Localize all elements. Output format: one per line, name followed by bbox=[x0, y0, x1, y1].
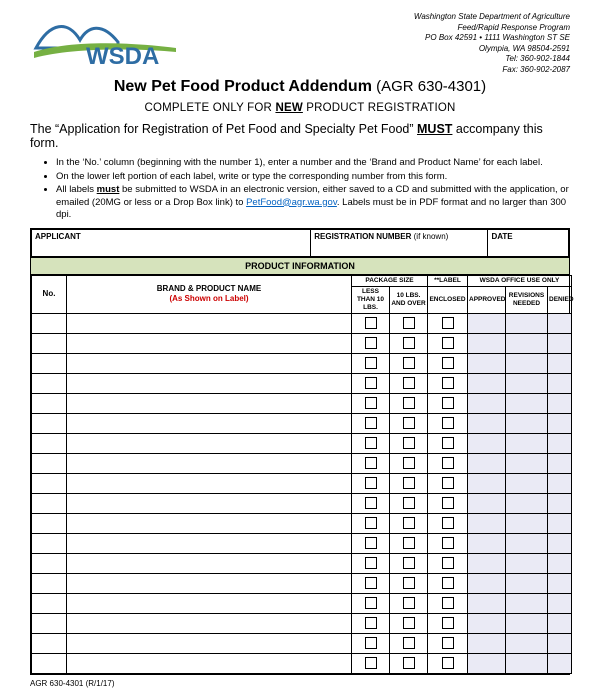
denied-cell bbox=[548, 654, 572, 674]
less-than-10-cell bbox=[352, 514, 390, 534]
brand-product-name-cell[interactable] bbox=[67, 614, 352, 634]
label-enclosed-cell bbox=[428, 574, 468, 594]
less-than-10-cell bbox=[352, 394, 390, 414]
10-and-over-cell bbox=[390, 474, 428, 494]
label-enclosed-checkbox[interactable] bbox=[442, 457, 454, 469]
address-line: Feed/Rapid Response Program bbox=[457, 22, 570, 32]
col-header-less-than-10: LESS THAN 10 LBS. bbox=[352, 286, 390, 313]
form-code: AGR 630-4301 (R/1/17) bbox=[30, 679, 115, 689]
approved-cell bbox=[468, 434, 506, 454]
10-and-over-cell bbox=[390, 414, 428, 434]
brand-product-name-cell[interactable] bbox=[67, 554, 352, 574]
10-and-over-checkbox[interactable] bbox=[403, 497, 415, 509]
10-and-over-cell bbox=[390, 314, 428, 334]
label-enclosed-checkbox[interactable] bbox=[442, 637, 454, 649]
revisions-needed-cell bbox=[506, 354, 548, 374]
product-information-band: PRODUCT INFORMATION bbox=[31, 257, 569, 275]
revisions-needed-cell bbox=[506, 514, 548, 534]
petfood-email-link[interactable]: PetFood@agr.wa.gov bbox=[246, 196, 337, 208]
form-table-outline bbox=[30, 228, 574, 676]
10-and-over-cell bbox=[390, 654, 428, 674]
label-enclosed-cell bbox=[428, 394, 468, 414]
table-row bbox=[32, 514, 572, 534]
col-header-label: **LABEL bbox=[428, 275, 468, 286]
revisions-needed-cell bbox=[506, 454, 548, 474]
b3-post: . Labels must be in PDF format and no larger than 300 dpi. bbox=[56, 196, 567, 221]
denied-cell bbox=[548, 574, 572, 594]
brand-product-name-cell[interactable] bbox=[67, 594, 352, 614]
less-than-10-checkbox[interactable] bbox=[365, 477, 377, 489]
address-line: PO Box 42591 • 1111 Washington ST SE bbox=[425, 33, 570, 43]
subtitle-pre: COMPLETE ONLY FOR bbox=[144, 102, 276, 114]
less-than-10-checkbox[interactable] bbox=[365, 557, 377, 569]
approved-cell bbox=[468, 374, 506, 394]
approved-cell bbox=[468, 554, 506, 574]
table-row bbox=[32, 594, 572, 614]
10-and-over-checkbox[interactable] bbox=[403, 417, 415, 429]
revisions-needed-cell bbox=[506, 594, 548, 614]
instruction-item bbox=[56, 184, 570, 222]
denied-cell bbox=[548, 634, 572, 654]
no-cell[interactable] bbox=[32, 354, 67, 374]
10-and-over-cell bbox=[390, 534, 428, 554]
10-and-over-cell bbox=[390, 354, 428, 374]
10-and-over-checkbox[interactable] bbox=[403, 637, 415, 649]
no-cell[interactable] bbox=[32, 394, 67, 414]
label-enclosed-checkbox[interactable] bbox=[442, 657, 454, 669]
intro-emph: MUST bbox=[417, 122, 453, 136]
registration-number-label: REGISTRATION NUMBER bbox=[314, 231, 412, 241]
revisions-needed-cell bbox=[506, 634, 548, 654]
denied-cell bbox=[548, 314, 572, 334]
no-cell[interactable] bbox=[32, 374, 67, 394]
brand-product-name-cell[interactable] bbox=[67, 474, 352, 494]
label-enclosed-cell bbox=[428, 334, 468, 354]
instruction-item: • In the ‘No.’ column (beginning with the number 1), enter a number and the ‘Brand and Product Name’ for each label. bbox=[56, 157, 570, 170]
less-than-10-cell bbox=[352, 414, 390, 434]
agency-address-block bbox=[414, 10, 570, 75]
less-than-10-cell bbox=[352, 534, 390, 554]
label-enclosed-cell bbox=[428, 634, 468, 654]
table-row bbox=[32, 634, 572, 654]
less-than-10-checkbox[interactable] bbox=[365, 437, 377, 449]
approved-cell bbox=[468, 394, 506, 414]
col-header-approved: APPROVED bbox=[468, 286, 506, 313]
revisions-needed-cell bbox=[506, 334, 548, 354]
10-and-over-cell bbox=[390, 494, 428, 514]
approved-cell bbox=[468, 414, 506, 434]
10-and-over-cell bbox=[390, 374, 428, 394]
denied-cell bbox=[548, 534, 572, 554]
10-and-over-cell bbox=[390, 634, 428, 654]
denied-cell bbox=[548, 614, 572, 634]
wsda-logo-text: WSDA bbox=[86, 43, 160, 70]
label-enclosed-cell bbox=[428, 374, 468, 394]
no-cell[interactable] bbox=[32, 434, 67, 454]
subtitle bbox=[30, 102, 570, 114]
col-header-10-and-over: 10 LBS. AND OVER bbox=[390, 286, 428, 313]
label-enclosed-checkbox[interactable] bbox=[442, 417, 454, 429]
less-than-10-cell bbox=[352, 614, 390, 634]
no-cell[interactable] bbox=[32, 634, 67, 654]
label-enclosed-cell bbox=[428, 654, 468, 674]
brand-product-name-cell[interactable] bbox=[67, 574, 352, 594]
approved-cell bbox=[468, 314, 506, 334]
10-and-over-cell bbox=[390, 514, 428, 534]
less-than-10-cell bbox=[352, 634, 390, 654]
brand-header-note: (As Shown on Label) bbox=[169, 294, 249, 304]
less-than-10-checkbox[interactable] bbox=[365, 357, 377, 369]
10-and-over-checkbox[interactable] bbox=[403, 617, 415, 629]
applicant-field[interactable] bbox=[32, 229, 311, 256]
table-row bbox=[32, 534, 572, 554]
label-enclosed-cell bbox=[428, 514, 468, 534]
10-and-over-checkbox[interactable] bbox=[403, 337, 415, 349]
brand-product-name-cell[interactable] bbox=[67, 374, 352, 394]
no-cell[interactable] bbox=[32, 554, 67, 574]
less-than-10-cell bbox=[352, 374, 390, 394]
10-and-over-checkbox[interactable] bbox=[403, 457, 415, 469]
less-than-10-checkbox[interactable] bbox=[365, 377, 377, 389]
brand-header-text: BRAND & PRODUCT NAME bbox=[156, 284, 262, 294]
title-main: New Pet Food Product Addendum bbox=[113, 78, 372, 95]
brand-product-name-cell[interactable] bbox=[67, 654, 352, 674]
brand-product-name-cell[interactable] bbox=[67, 634, 352, 654]
10-and-over-cell bbox=[390, 434, 428, 454]
no-cell[interactable] bbox=[32, 514, 67, 534]
product-table bbox=[31, 275, 572, 675]
less-than-10-checkbox[interactable] bbox=[365, 617, 377, 629]
label-enclosed-cell bbox=[428, 434, 468, 454]
less-than-10-cell bbox=[352, 554, 390, 574]
address-line: Washington State Department of Agriculture bbox=[413, 12, 570, 21]
label-enclosed-checkbox[interactable] bbox=[442, 337, 454, 349]
revisions-needed-cell bbox=[506, 574, 548, 594]
10-and-over-cell bbox=[390, 554, 428, 574]
instruction-item: • On the lower left portion of each label, write or type the corresponding number from this form. bbox=[56, 171, 570, 184]
brand-product-name-cell[interactable] bbox=[67, 334, 352, 354]
less-than-10-checkbox[interactable] bbox=[365, 577, 377, 589]
approved-cell bbox=[468, 514, 506, 534]
label-enclosed-cell bbox=[428, 554, 468, 574]
applicant-label: APPLICANT bbox=[35, 231, 81, 241]
less-than-10-cell bbox=[352, 494, 390, 514]
label-enclosed-checkbox[interactable] bbox=[442, 577, 454, 589]
less-than-10-checkbox[interactable] bbox=[365, 317, 377, 329]
wsda-logo bbox=[30, 10, 200, 77]
label-enclosed-checkbox[interactable] bbox=[442, 317, 454, 329]
less-than-10-cell bbox=[352, 314, 390, 334]
less-than-10-checkbox[interactable] bbox=[365, 657, 377, 669]
less-than-10-cell bbox=[352, 434, 390, 454]
approved-cell bbox=[468, 354, 506, 374]
revisions-needed-cell bbox=[506, 474, 548, 494]
registration-number-field[interactable] bbox=[311, 229, 488, 256]
revisions-needed-cell bbox=[506, 614, 548, 634]
subtitle-emph: NEW bbox=[275, 102, 303, 114]
less-than-10-cell bbox=[352, 574, 390, 594]
less-than-10-checkbox[interactable] bbox=[365, 457, 377, 469]
label-enclosed-checkbox[interactable] bbox=[442, 357, 454, 369]
b3-pre: All labels bbox=[56, 184, 97, 196]
intro-pre: The “Application for Registration of Pet Food and Specialty Pet Food” bbox=[30, 122, 418, 136]
table-row bbox=[32, 454, 572, 474]
address-line: Olympia, WA 98504-2591 bbox=[478, 43, 570, 53]
label-enclosed-cell bbox=[428, 494, 468, 514]
b3-emph: must bbox=[96, 184, 120, 196]
10-and-over-cell bbox=[390, 454, 428, 474]
denied-cell bbox=[548, 334, 572, 354]
date-field[interactable] bbox=[488, 229, 569, 256]
table-row bbox=[32, 314, 572, 334]
applicant-info-row bbox=[32, 229, 569, 256]
label-enclosed-cell bbox=[428, 534, 468, 554]
brand-product-name-cell[interactable] bbox=[67, 454, 352, 474]
revisions-needed-cell bbox=[506, 554, 548, 574]
brand-product-name-cell[interactable] bbox=[67, 494, 352, 514]
revisions-needed-cell bbox=[506, 534, 548, 554]
label-enclosed-checkbox[interactable] bbox=[442, 617, 454, 629]
address-line: Fax: 360-902-2087 bbox=[502, 64, 570, 74]
brand-product-name-cell[interactable] bbox=[67, 414, 352, 434]
denied-cell bbox=[548, 354, 572, 374]
table-row bbox=[32, 394, 572, 414]
no-cell[interactable] bbox=[32, 614, 67, 634]
brand-product-name-cell[interactable] bbox=[67, 354, 352, 374]
label-enclosed-cell bbox=[428, 594, 468, 614]
10-and-over-checkbox[interactable] bbox=[403, 657, 415, 669]
denied-cell bbox=[548, 374, 572, 394]
label-enclosed-cell bbox=[428, 354, 468, 374]
10-and-over-cell bbox=[390, 394, 428, 414]
10-and-over-checkbox[interactable] bbox=[403, 397, 415, 409]
10-and-over-cell bbox=[390, 574, 428, 594]
approved-cell bbox=[468, 574, 506, 594]
label-enclosed-checkbox[interactable] bbox=[442, 557, 454, 569]
table-row bbox=[32, 474, 572, 494]
less-than-10-checkbox[interactable] bbox=[365, 337, 377, 349]
table-row bbox=[32, 574, 572, 594]
10-and-over-checkbox[interactable] bbox=[403, 477, 415, 489]
approved-cell bbox=[468, 634, 506, 654]
denied-cell bbox=[548, 494, 572, 514]
approved-cell bbox=[468, 454, 506, 474]
less-than-10-cell bbox=[352, 594, 390, 614]
denied-cell bbox=[548, 434, 572, 454]
less-than-10-checkbox[interactable] bbox=[365, 517, 377, 529]
col-header-no: No. bbox=[32, 275, 67, 314]
table-row bbox=[32, 654, 572, 674]
col-header-brand bbox=[67, 275, 352, 314]
denied-cell bbox=[548, 594, 572, 614]
less-than-10-cell bbox=[352, 654, 390, 674]
col-header-denied: DENIED bbox=[548, 286, 572, 313]
label-enclosed-checkbox[interactable] bbox=[442, 437, 454, 449]
less-than-10-checkbox[interactable] bbox=[365, 497, 377, 509]
table-row bbox=[32, 334, 572, 354]
revisions-needed-cell bbox=[506, 654, 548, 674]
denied-cell bbox=[548, 414, 572, 434]
label-enclosed-checkbox[interactable] bbox=[442, 537, 454, 549]
approved-cell bbox=[468, 494, 506, 514]
label-enclosed-checkbox[interactable] bbox=[442, 597, 454, 609]
denied-cell bbox=[548, 554, 572, 574]
revisions-needed-cell bbox=[506, 394, 548, 414]
no-cell[interactable] bbox=[32, 334, 67, 354]
date-label: DATE bbox=[491, 231, 513, 241]
label-enclosed-cell bbox=[428, 454, 468, 474]
approved-cell bbox=[468, 594, 506, 614]
denied-cell bbox=[548, 454, 572, 474]
10-and-over-cell bbox=[390, 334, 428, 354]
table-row bbox=[32, 354, 572, 374]
denied-cell bbox=[548, 474, 572, 494]
revisions-needed-cell bbox=[506, 414, 548, 434]
approved-cell bbox=[468, 334, 506, 354]
less-than-10-cell bbox=[352, 354, 390, 374]
no-cell[interactable] bbox=[32, 414, 67, 434]
10-and-over-checkbox[interactable] bbox=[403, 437, 415, 449]
col-header-package-size: PACKAGE SIZE bbox=[352, 275, 428, 286]
applicant-info-table bbox=[31, 229, 569, 257]
less-than-10-cell bbox=[352, 474, 390, 494]
label-enclosed-cell bbox=[428, 474, 468, 494]
col-header-office-use: WSDA OFFICE USE ONLY bbox=[468, 275, 572, 286]
brand-product-name-cell[interactable] bbox=[67, 434, 352, 454]
10-and-over-checkbox[interactable] bbox=[403, 357, 415, 369]
denied-cell bbox=[548, 514, 572, 534]
no-cell[interactable] bbox=[32, 314, 67, 334]
no-cell[interactable] bbox=[32, 594, 67, 614]
revisions-needed-cell bbox=[506, 434, 548, 454]
address-line: Tel: 360-902-1844 bbox=[505, 54, 570, 64]
less-than-10-cell bbox=[352, 454, 390, 474]
label-enclosed-checkbox[interactable] bbox=[442, 377, 454, 389]
brand-product-name-cell[interactable] bbox=[67, 534, 352, 554]
10-and-over-checkbox[interactable] bbox=[403, 597, 415, 609]
10-and-over-checkbox[interactable] bbox=[403, 517, 415, 529]
wsda-logo-graphic bbox=[30, 14, 180, 72]
less-than-10-checkbox[interactable] bbox=[365, 417, 377, 429]
label-enclosed-checkbox[interactable] bbox=[442, 517, 454, 529]
10-and-over-cell bbox=[390, 594, 428, 614]
label-enclosed-cell bbox=[428, 314, 468, 334]
page-title bbox=[30, 78, 570, 96]
table-row bbox=[32, 374, 572, 394]
10-and-over-checkbox[interactable] bbox=[403, 317, 415, 329]
product-rows bbox=[32, 314, 572, 674]
no-cell[interactable] bbox=[32, 574, 67, 594]
label-enclosed-checkbox[interactable] bbox=[442, 497, 454, 509]
10-and-over-checkbox[interactable] bbox=[403, 557, 415, 569]
table-row bbox=[32, 614, 572, 634]
instruction-list bbox=[56, 157, 570, 222]
revisions-needed-cell bbox=[506, 314, 548, 334]
revisions-needed-cell bbox=[506, 494, 548, 514]
10-and-over-checkbox[interactable] bbox=[403, 537, 415, 549]
less-than-10-checkbox[interactable] bbox=[365, 397, 377, 409]
title-code: (AGR 630-4301) bbox=[371, 78, 487, 95]
no-cell[interactable] bbox=[32, 654, 67, 674]
approved-cell bbox=[468, 474, 506, 494]
approved-cell bbox=[468, 534, 506, 554]
no-cell[interactable] bbox=[32, 474, 67, 494]
table-row bbox=[32, 434, 572, 454]
intro-line bbox=[30, 122, 570, 150]
table-row bbox=[32, 414, 572, 434]
label-enclosed-cell bbox=[428, 414, 468, 434]
registration-note: (if known) bbox=[411, 231, 449, 241]
approved-cell bbox=[468, 614, 506, 634]
denied-cell bbox=[548, 394, 572, 414]
less-than-10-checkbox[interactable] bbox=[365, 537, 377, 549]
col-header-revisions-needed: REVISIONS NEEDED bbox=[506, 286, 548, 313]
page-header bbox=[30, 10, 570, 74]
col-header-enclosed: ENCLOSED bbox=[428, 286, 468, 313]
revisions-needed-cell bbox=[506, 374, 548, 394]
label-enclosed-checkbox[interactable] bbox=[442, 397, 454, 409]
10-and-over-cell bbox=[390, 614, 428, 634]
product-table-header bbox=[32, 275, 572, 314]
no-cell[interactable] bbox=[32, 534, 67, 554]
b3-mid: be submitted to WSDA in an electronic version, either saved to a CD and submitted with the application, or emailed (20MG or less or a Drop Box link) to bbox=[56, 184, 569, 208]
subtitle-post: PRODUCT REGISTRATION bbox=[302, 102, 456, 114]
less-than-10-cell bbox=[352, 334, 390, 354]
less-than-10-checkbox[interactable] bbox=[365, 597, 377, 609]
approved-cell bbox=[468, 654, 506, 674]
label-enclosed-checkbox[interactable] bbox=[442, 477, 454, 489]
no-cell[interactable] bbox=[32, 454, 67, 474]
brand-product-name-cell[interactable] bbox=[67, 394, 352, 414]
10-and-over-checkbox[interactable] bbox=[403, 377, 415, 389]
less-than-10-checkbox[interactable] bbox=[365, 637, 377, 649]
table-row bbox=[32, 554, 572, 574]
no-cell[interactable] bbox=[32, 494, 67, 514]
10-and-over-checkbox[interactable] bbox=[403, 577, 415, 589]
brand-product-name-cell[interactable] bbox=[67, 314, 352, 334]
table-row bbox=[32, 494, 572, 514]
intro-post: accompany this form. bbox=[30, 122, 543, 150]
brand-product-name-cell[interactable] bbox=[67, 514, 352, 534]
label-enclosed-cell bbox=[428, 614, 468, 634]
